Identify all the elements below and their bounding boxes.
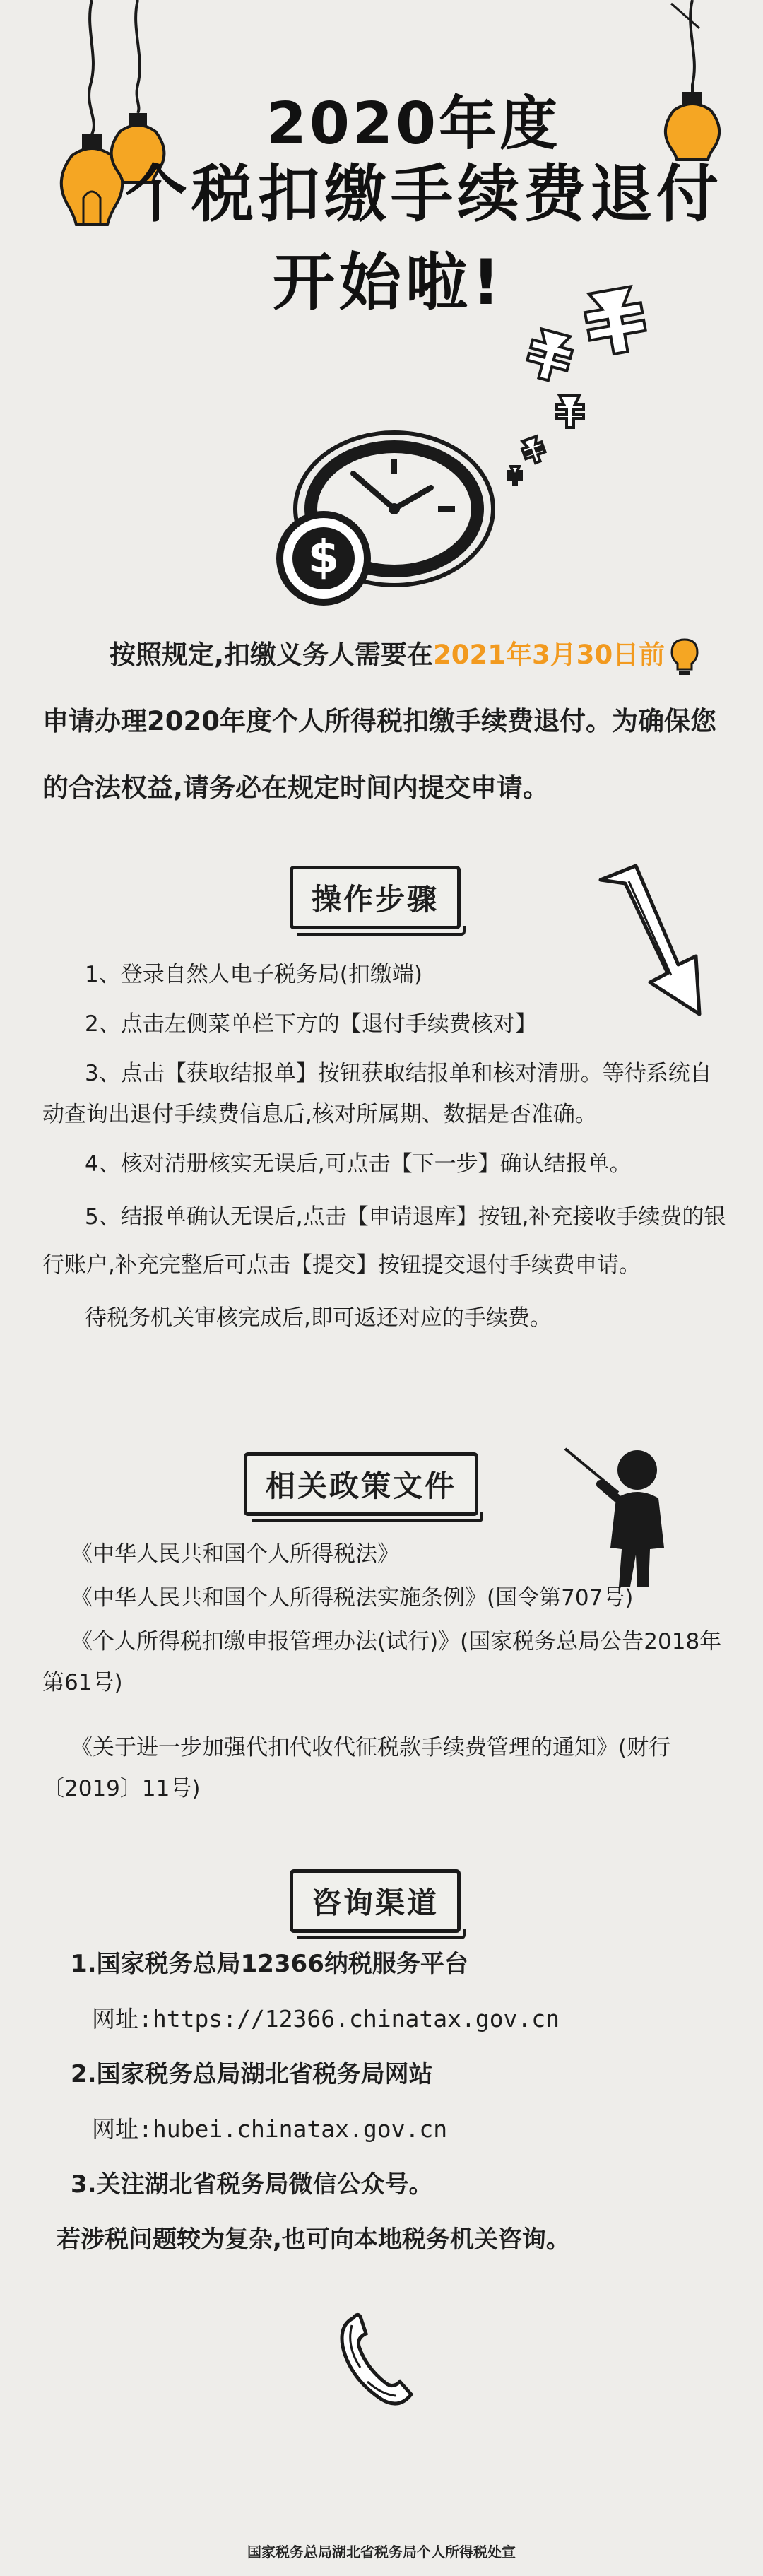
consult-note: 若涉税问题较为复杂,也可向本地税务机关咨询。 (57, 2225, 570, 2254)
section-title-steps: 操作步骤 (290, 866, 461, 929)
deadline-highlight: 2021年3月30日前 (433, 640, 666, 670)
intro-text-before: 按照规定,扣缴义务人需要在 (110, 640, 434, 670)
light-bulb-icon (664, 0, 706, 42)
consult-item-12366: 1.国家税务总局12366纳税服务平台 (71, 1950, 468, 1978)
step-item: 3、点击【获取结报单】按钮获取结报单和核对清册。等待系统自动查询出退付手续费信息后,核对所属期、数据是否准确。 (42, 1061, 712, 1127)
section-title-consult: 咨询渠道 (290, 1869, 461, 1933)
clock-icon (268, 424, 502, 622)
consult-item-hubei: 2.国家税务总局湖北省税务局网站 (71, 2060, 433, 2088)
yuan-icon (502, 276, 685, 488)
dollar-icon (280, 514, 367, 602)
policy-item: 《中华人民共和国个人所得税法》 (71, 1541, 399, 1567)
step-item: 2、点击左侧菜单栏下方的【退付手续费核对】 (85, 1011, 537, 1037)
intro-text-after: 申请办理2020年度个人所得税扣缴手续费退付。为确保您的合法权益,请务必在规定时间内提交申请。 (42, 706, 716, 803)
step-item: 1、登录自然人电子税务局(扣缴端) (85, 962, 422, 987)
steps-list (42, 954, 728, 1347)
policy-item: 《关于进一步加强代扣代收代征税款手续费管理的通知》(财行〔2019〕11号) (42, 1735, 671, 1801)
policy-item: 《中华人民共和国个人所得税法实施条例》(国令第707号) (71, 1585, 634, 1611)
title-year: 2020年度 (266, 90, 561, 158)
consult-item-wechat: 3.关注湖北省税务局微信公众号。 (71, 2170, 433, 2199)
footer-credit: 国家税务总局湖北省税务局个人所得税处宣 (247, 2543, 516, 2560)
section-title-policy: 相关政策文件 (244, 1452, 478, 1516)
light-bulb-icon (669, 637, 700, 676)
step-item: 5、结报单确认无误后,点击【申请退库】按钮,补充接收手续费的银行账户,补充完整后可点击【提交】按钮提交退付手续费申请。 (42, 1204, 726, 1278)
policy-item: 《个人所得税扣缴申报管理办法(试行)》(国家税务总局公告2018年第61号) (42, 1629, 722, 1695)
title-start: 开始啦! (272, 246, 505, 319)
consult-url-12366[interactable]: 网址:https://12366.chinatax.gov.cn (92, 2005, 560, 2033)
consult-list (57, 1936, 721, 2267)
step-item: 待税务机关审核完成后,即可返还对应的手续费。 (85, 1305, 552, 1331)
phone-icon (332, 2304, 424, 2410)
consult-url-hubei[interactable]: 网址:hubei.chinatax.gov.cn (92, 2115, 448, 2143)
title-main: 个税扣缴手续费退付 (124, 158, 723, 230)
svg-text:$: $ (307, 531, 340, 584)
step-item: 4、核对清册核实无误后,可点击【下一步】确认结报单。 (85, 1151, 632, 1177)
intro-paragraph (42, 622, 728, 821)
policy-list (42, 1534, 735, 1812)
